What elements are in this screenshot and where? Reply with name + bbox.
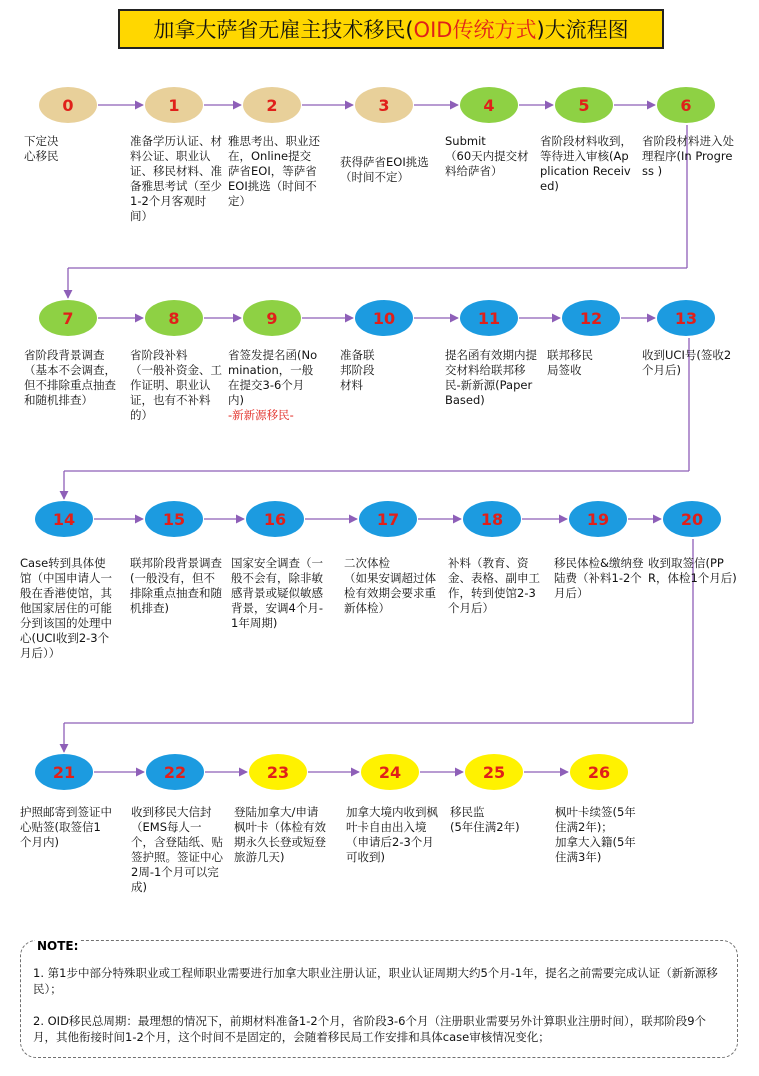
note-title: NOTE:: [37, 939, 79, 953]
step-6-desc: 省阶段材料进入处理程序(In Progress ): [642, 134, 734, 178]
step-14-desc: Case转到具体使馆（中国申请人一般在香港使馆，其他国家居住的可能分到该国的处理中心(UCI收到2-3个月后））: [20, 556, 112, 660]
title-suffix: )大流程图: [536, 18, 629, 42]
title-highlight: OID传统方式: [413, 18, 537, 42]
step-15-desc: 联邦阶段背景调查(一般没有，但不排除重点抽查和随机排查): [130, 556, 222, 615]
step-20-desc: 收到取签信(PPR，体检1个月后): [648, 556, 737, 585]
step-0-oval: 0: [39, 87, 97, 123]
step-7-desc: 省阶段背景调查（基本不会调查，但不排除重点抽查和随机排查）: [24, 348, 116, 407]
step-11-oval: 11: [460, 300, 518, 336]
title-prefix: 加拿大萨省无雇主技术移民(: [153, 18, 414, 42]
step-17-oval: 17: [359, 501, 417, 537]
note-line-2: 2. OID移民总周期：最理想的情况下，前期材料准备1-2个月，省阶段3-6个月（注册职业需要另外计算职业注册时间），联邦阶段9个月，其他衔接时间1-2个月，这个时间不是固定的，会随着移民局工作安排和具体case审核情况变化；: [33, 1014, 707, 1044]
step-5-oval: 5: [555, 87, 613, 123]
step-18-oval: 18: [463, 501, 521, 537]
step-21-oval: 21: [35, 754, 93, 790]
step-6-oval: 6: [657, 87, 715, 123]
step-3-desc: 获得萨省EOI挑选（时间不定）: [340, 155, 429, 184]
step-19-desc: 移民体检&缴纳登陆费（补料1-2个月后）: [554, 556, 644, 600]
step-16-desc: 国家安全调查（一般不会有，除非敏感背景或疑似敏感背景，安调4个月-1年周期): [231, 556, 323, 630]
step-23-desc: 登陆加拿大/申请枫叶卡（体检有效期永久长登或短登旅游几天): [234, 805, 326, 864]
step-8-desc: 省阶段补料 （一般补资金、工作证明、职业认证，也有不补料的）: [130, 348, 222, 422]
step-14-oval: 14: [35, 501, 93, 537]
note-box: [20, 940, 738, 1058]
step-10-oval: 10: [355, 300, 413, 336]
step-23-oval: 23: [249, 754, 307, 790]
step-13-oval: 13: [657, 300, 715, 336]
step-12-desc: 联邦移民 局签收: [547, 348, 593, 377]
step-18-desc: 补料（教育、资金、表格、副申工作，转到使馆2-3个月后）: [448, 556, 540, 615]
step-4-oval: 4: [460, 87, 518, 123]
step-20-oval: 20: [663, 501, 721, 537]
step-19-oval: 19: [569, 501, 627, 537]
step-25-oval: 25: [465, 754, 523, 790]
step-21-desc: 护照邮寄到签证中心贴签(取签信1个月内): [20, 805, 112, 849]
step-12-oval: 12: [562, 300, 620, 336]
step-8-oval: 8: [145, 300, 203, 336]
step-22-oval: 22: [146, 754, 204, 790]
step-15-oval: 15: [145, 501, 203, 537]
step-7-oval: 7: [39, 300, 97, 336]
step-26-desc: 枫叶卡续签(5年住满2年)； 加拿大入籍(5年住满3年): [555, 805, 636, 864]
step-0-desc: 下定决 心移民: [24, 134, 59, 163]
step-2-oval: 2: [243, 87, 301, 123]
step-1-desc: 准备学历认证、材料公证、职业认证、移民材料、准备雅思考试（至少1-2个月客观时间）: [130, 134, 222, 223]
step-1-oval: 1: [145, 87, 203, 123]
step-3-oval: 3: [355, 87, 413, 123]
step-22-desc: 收到移民大信封（EMS每人一个，含登陆纸、贴签护照。签证中心2周-1个月可以完成): [131, 805, 223, 894]
step-2-desc: 雅思考出、职业还在，Online提交萨省EOI，等萨省EOI挑选（时间不定）: [228, 134, 320, 208]
step-9-desc: 省签发提名函(Nomination，一般在提交3-6个月内) -新新源移民-: [228, 348, 318, 422]
note-line-1: 1. 第1步中部分特殊职业或工程师职业需要进行加拿大职业注册认证，职业认证周期大约5个月-1年，提名之前需要完成认证（新新源移民）；: [33, 966, 718, 996]
step-24-desc: 加拿大境内收到枫叶卡自由出入境（申请后2-3个月可收到): [346, 805, 438, 864]
step-26-oval: 26: [570, 754, 628, 790]
step-17-desc: 二次体检 （如果安调超过体检有效期会要求重新体检）: [344, 556, 436, 615]
step-13-desc: 收到UCI号(签收2个月后): [642, 348, 732, 377]
step-25-desc: 移民监 (5年住满2年): [450, 805, 520, 834]
step-11-desc: 提名函有效期内提交材料给联邦移民-新新源(Paper Based): [445, 348, 537, 407]
step-10-desc: 准备联 邦阶段 材料: [340, 348, 375, 392]
step-9-oval: 9: [243, 300, 301, 336]
step-16-oval: 16: [246, 501, 304, 537]
step-24-oval: 24: [361, 754, 419, 790]
step-5-desc: 省阶段材料收到，等待进入审核(Application Received): [540, 134, 632, 193]
step-4-desc: Submit （60天内提交材料给萨省）: [445, 134, 529, 178]
